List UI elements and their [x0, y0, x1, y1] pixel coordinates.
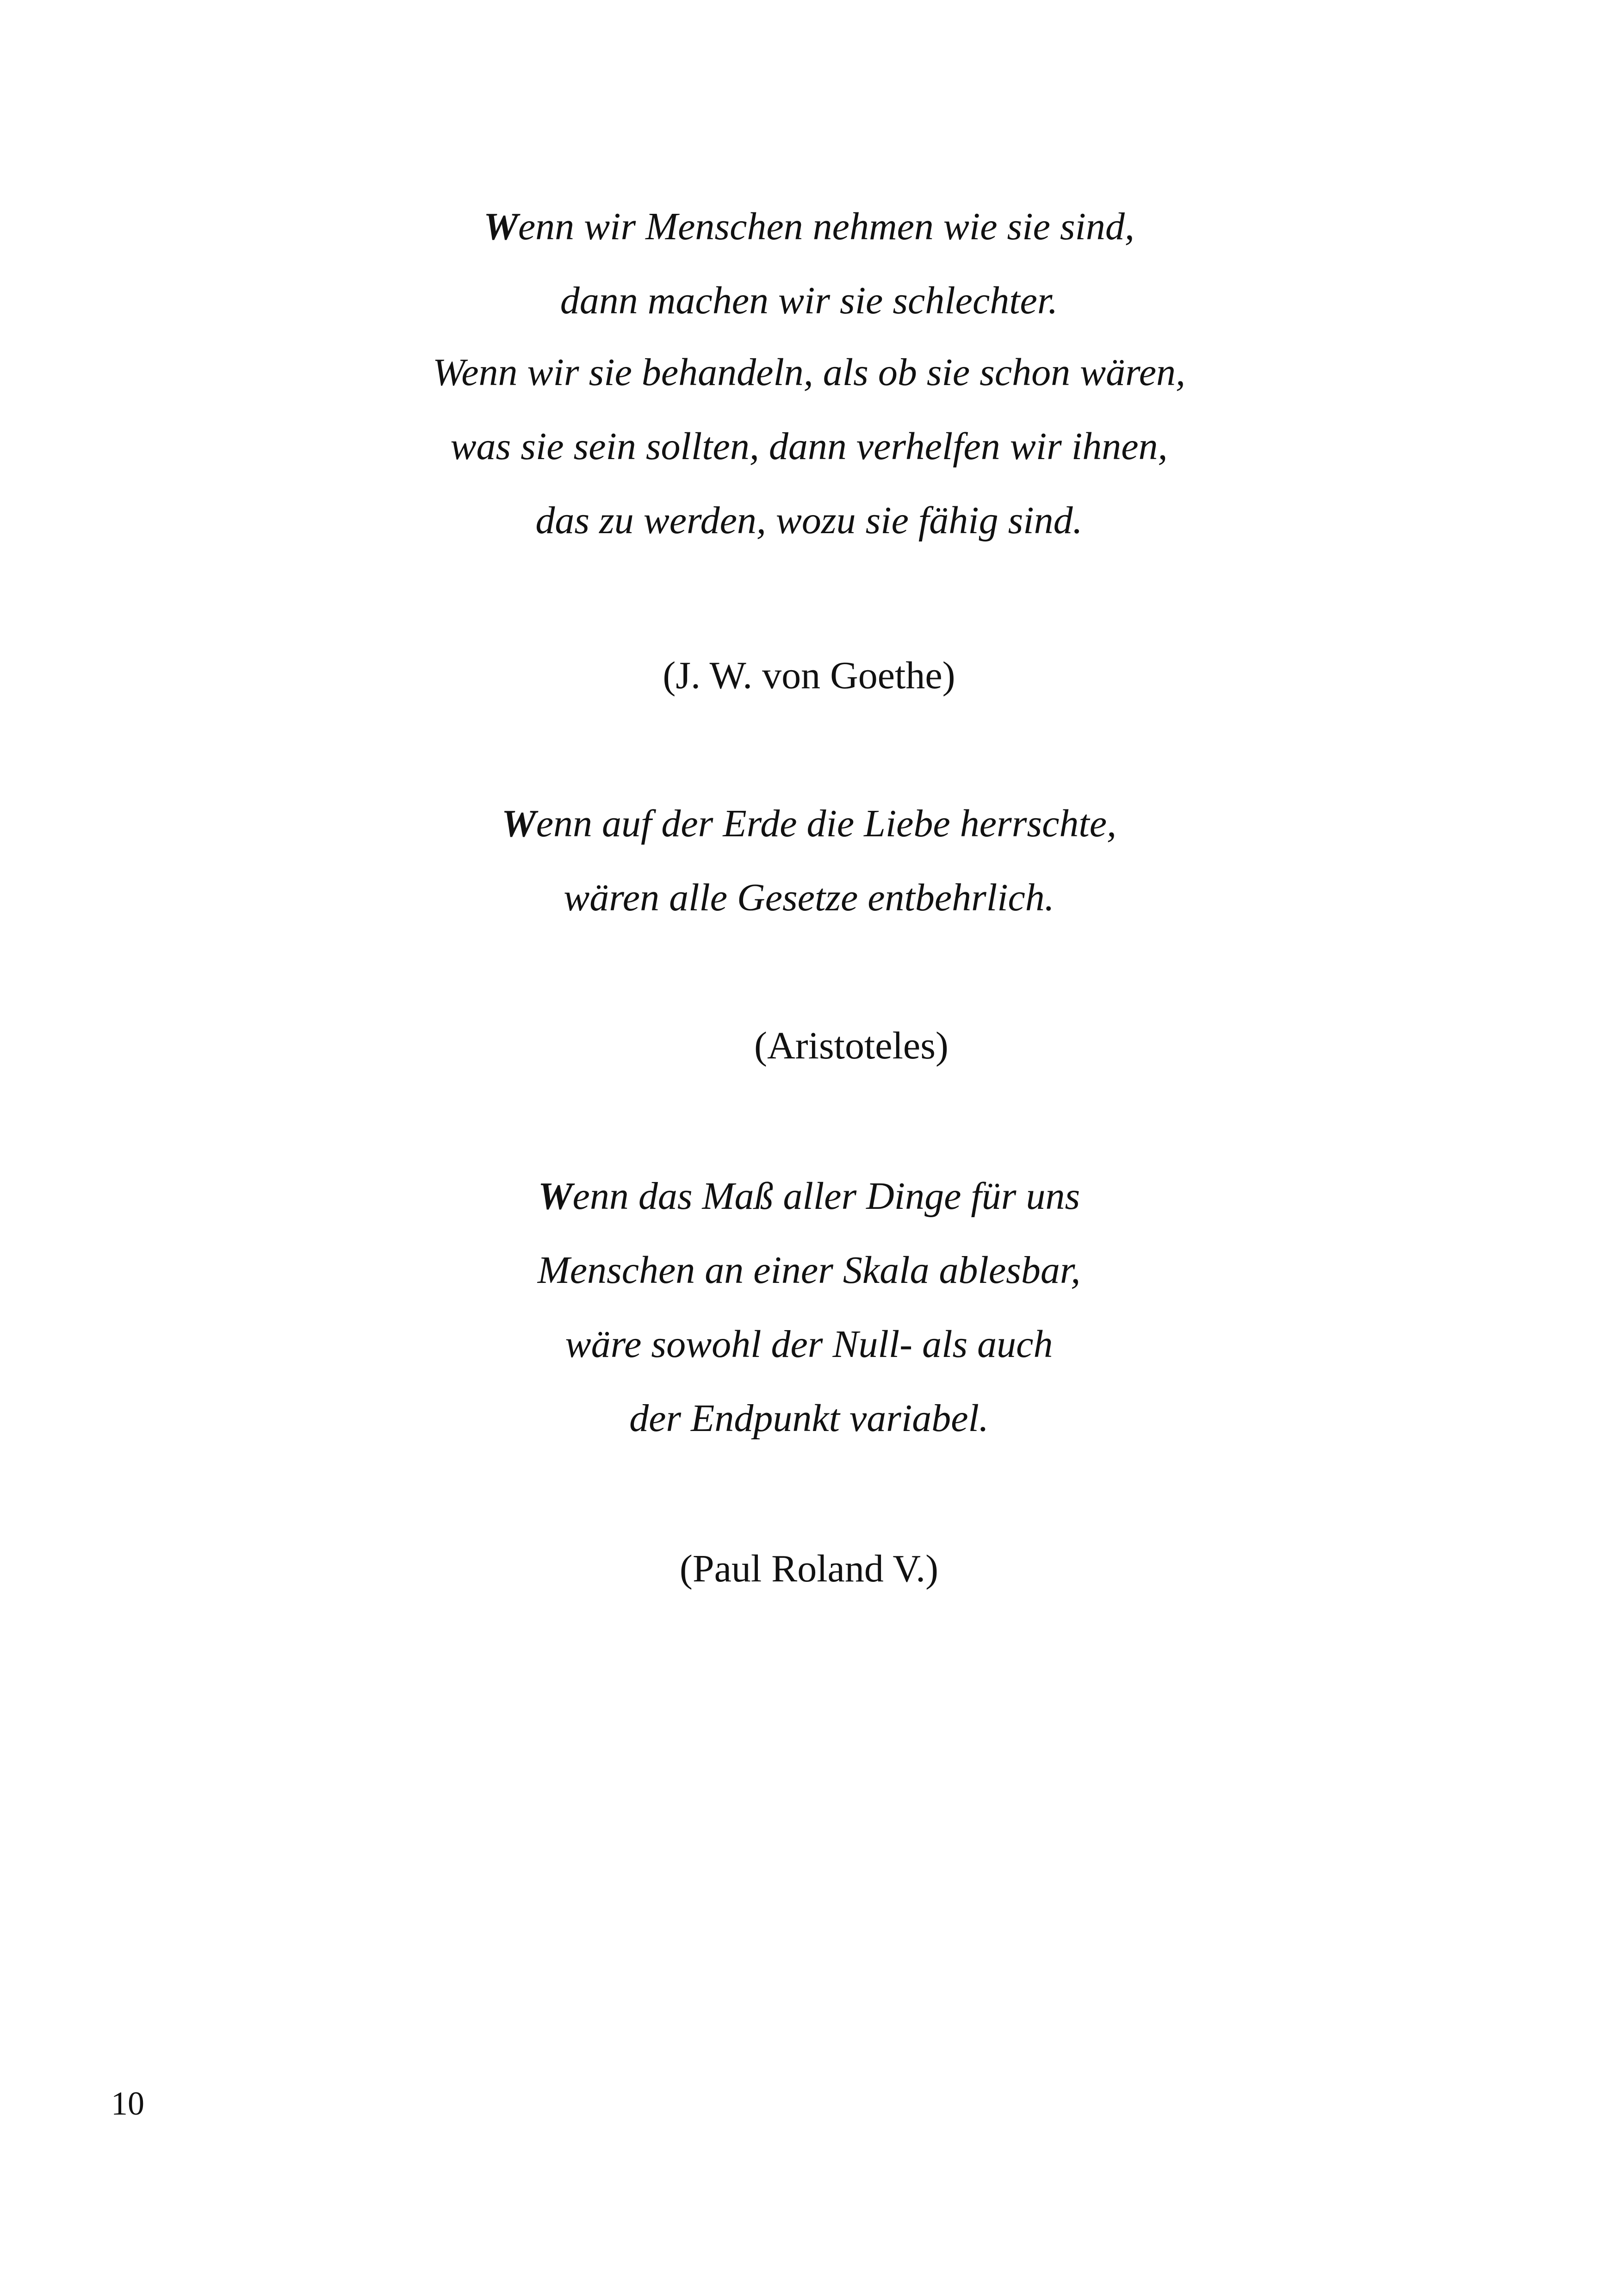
quote-2-initial: W [502, 802, 536, 845]
quote-1-line-1 [0, 204, 1618, 250]
quote-2-line-1-text: enn auf der Erde die Liebe herrschte, [536, 802, 1116, 845]
quote-2-line-1 [0, 801, 1618, 847]
quote-1-line-1-text: enn wir Menschen nehmen wie sie sind, [518, 205, 1134, 248]
quote-1-initial: W [484, 205, 518, 248]
quote-3-line-2: Menschen an einer Skala ablesbar, [537, 1249, 1081, 1292]
quote-3-initial: W [538, 1175, 573, 1218]
quote-2-line-2: wären alle Gesetze entbehrlich. [564, 876, 1054, 919]
quote-1-line-4: was sie sein sollten, dann verhelfen wir ihnen, [450, 425, 1168, 468]
quote-3-line-3: wäre sowohl der Null- als auch [565, 1323, 1053, 1366]
quote-1-line-2: dann machen wir sie schlechter. [560, 279, 1058, 322]
quote-3-line-1 [0, 1173, 1618, 1220]
quote-3-line-1-text: enn das Maß aller Dinge für uns [572, 1175, 1080, 1218]
page-number: 10 [111, 2085, 144, 2122]
quote-3-author: (Paul Roland V.) [679, 1547, 939, 1590]
quote-2-author: (Aristoteles) [754, 1024, 948, 1067]
quote-1-author: (J. W. von Goethe) [663, 654, 955, 697]
quote-1-line-3: Wenn wir sie behandeln, als ob sie schon wären, [432, 351, 1185, 394]
quote-3-line-4: der Endpunkt variabel. [629, 1397, 989, 1440]
quote-1-line-5: das zu werden, wozu sie fähig sind. [535, 499, 1083, 542]
